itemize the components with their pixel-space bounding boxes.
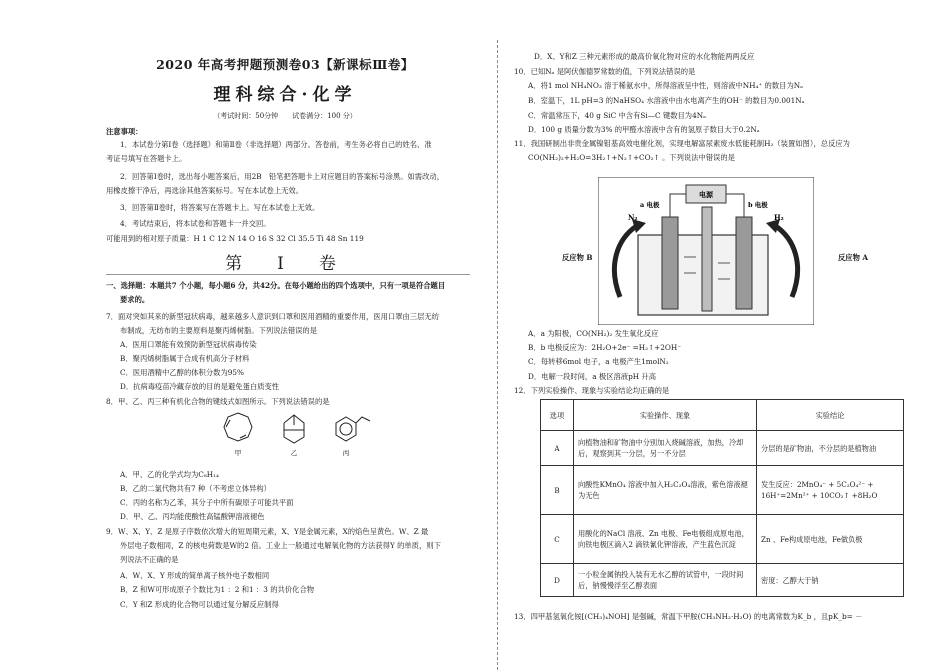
q9-option: B．Z 和W可形成原子个数比为1 ：2 和1 ：3 的共价化合物 <box>120 585 315 594</box>
q10-option: A．将1 mol NH₄NO₃ 溶于稀氨水中，所得溶液呈中性，则溶液中NH₄⁺ 的数目为Nₐ <box>528 81 803 90</box>
molecule-bing-icon <box>336 417 370 441</box>
molecule-jia-icon <box>224 413 252 441</box>
reactant-b-label: 反应物 B <box>562 253 593 262</box>
q11-stem: 11．我国研制出非贵金属镍钼基高效电催化剂，实现电解富尿素废水低能耗制H₂（装置如图），总反应为 <box>514 139 850 148</box>
q8-option: C．丙的名称为乙苯，其分子中所有碳原子可能共平面 <box>120 498 294 507</box>
q9-stem: 外层电子数相同，Z 的核电荷数是W的2 倍。工业上一般通过电解氧化物的方法获得Y 的单质，则下 <box>120 541 441 550</box>
electrode-b-label: b 电极 <box>748 201 768 209</box>
electrode-a-label: a 电极 <box>640 201 660 209</box>
table-cell-option: D <box>541 564 574 597</box>
notice-line: 用橡皮擦干净后，再选涂其他答案标号。写在本试卷上无效。 <box>106 186 304 195</box>
q9-option: A．W、X、Y 形成的简单离子核外电子数相同 <box>120 571 270 580</box>
q11-option: C．每转移6mol 电子，a 电极产生1molN₂ <box>528 357 669 366</box>
q7-option: A．医用口罩能有效预防新型冠状病毒传染 <box>120 340 257 349</box>
q11-electrolysis-diagram <box>598 177 814 325</box>
table-cell-conclusion: Zn 、Fe构成原电池，Fe做负极 <box>757 515 904 564</box>
q9-option: C．Y 和Z 形成的化合物可以通过复分解反应制得 <box>120 600 279 609</box>
q8-option: B．乙的二氯代物共有7 种（不考虑立体异构） <box>120 484 271 493</box>
q11-stem: CO(NH₂)₂+H₂O=3H₂↑+N₂↑+CO₂↑ 。下列说法中错误的是 <box>528 153 735 162</box>
electrode-a <box>662 217 678 309</box>
part1-intro: 要求的。 <box>120 295 150 304</box>
q8-molecule-figure <box>210 409 380 459</box>
q11-option: B．b 电极反应为：2H₂O+2e⁻ =H₂↑+2OH⁻ <box>528 343 682 352</box>
q13-stem: 13．四甲基氢氧化铵[(CH₃)₄NOH] 是强碱，常温下甲胺(CH₃NH₂·H₂O) 的电离常数为K_b ，且pK_b= － <box>514 612 863 621</box>
part1-intro: 一、选择题：本题共7 个小题，每小题6 分，共42分。在每小题给出的四个选项中，只有一项是符合题目 <box>106 281 446 290</box>
q10-stem: 10．已知Nₐ 是阿伏伽德罗常数的值，下列说法错误的是 <box>514 67 696 76</box>
section-title: 第 Ⅰ 卷 <box>225 254 345 274</box>
atomic-masses: 可能用到的相对原子质量：H 1 C 12 N 14 O 16 S 32 Cl 35.5 Ti 48 Sn 119 <box>106 234 364 243</box>
notice-line: 1．本试卷分第Ⅰ卷（选择题）和第Ⅱ卷（非选择题）两部分。答卷前，考生务必将自己的姓名、准 <box>120 140 432 149</box>
reactant-a-label: 反应物 A <box>838 253 869 262</box>
notice-line: 4．考试结束后，将本试卷和答题卡一并交回。 <box>120 219 271 228</box>
q9-option: D．X、Y和Z 三种元素形成的最高价氧化物对应的水化物能两两反应 <box>534 52 755 61</box>
table-row <box>541 431 904 466</box>
q12-table <box>540 399 904 597</box>
power-label: 电源 <box>699 190 713 199</box>
table-cell-conclusion: 发生反应：2MnO₄⁻ + 5C₂O₄²⁻ + 16H⁺=2Mn²⁺ + 10CO₂↑ +8H₂O <box>757 466 904 515</box>
exam-info: （考试时间：50分钟 试卷满分：100 分） <box>213 112 357 120</box>
table-cell-option: C <box>541 515 574 564</box>
q8-option: A．甲、乙的化学式均为C₈H₁₄ <box>120 470 219 479</box>
q7-stem: 布制成，无纺布的主要原料是聚丙烯树脂。下列说法错误的是 <box>120 326 318 335</box>
q7-option: C．医用酒精中乙醇的体积分数为95% <box>120 368 244 377</box>
q12-stem: 12．下列实验操作、现象与实验结论均正确的是 <box>514 386 670 395</box>
molecule-label-jia: 甲 <box>234 449 242 457</box>
gas-left-label: N₂ <box>628 213 638 222</box>
q9-stem: 9．W、X、Y、Z 是原子序数依次增大的短周期元素，X、Y是金属元素，X的焰色呈黄色。W、Z 最 <box>106 527 429 536</box>
q7-stem: 7．面对突如其来的新型冠状病毒，越来越多人意识到口罩和医用酒精的重要作用，医用口罩由三层无纺 <box>106 312 439 321</box>
table-header-row <box>541 400 904 431</box>
notice-line: 3．回答第Ⅱ卷时，将答案写在答题卡上。写在本试卷上无效。 <box>120 203 320 212</box>
table-cell-operation: 向植物油和矿物油中分别加入烧碱溶液，加热，冷却后，观察到其一分层，另一不分层 <box>574 431 757 466</box>
exam-subtitle: 理科综合·化学 <box>213 85 357 105</box>
q11-option: D．电解一段时间，a 极区溶液pH 升高 <box>528 372 657 381</box>
q7-option: B．聚丙烯树脂属于合成有机高分子材料 <box>120 354 250 363</box>
notice-line: 2．回答第Ⅰ卷时，选出每小题答案后，用2B 铅笔把答题卡上对应题目的答案标号涂黑。如需改动， <box>120 172 444 181</box>
q7-option: D．抗病毒疫苗冷藏存放的目的是避免蛋白质变性 <box>120 382 280 391</box>
q9-stem: 列说法不正确的是 <box>120 555 179 564</box>
section-divider <box>106 274 470 275</box>
gas-right-label: H₂ <box>774 213 784 222</box>
table-cell-conclusion: 密度：乙醇大于钠 <box>757 564 904 597</box>
q10-option: D．100 g 质量分数为3% 的甲醛水溶液中含有的氢原子数目大于0.2Nₐ <box>528 125 760 134</box>
electrode-b <box>736 217 752 309</box>
table-header: 实验操作、现象 <box>574 400 757 431</box>
table-cell-operation: 一小粒金属钠投入装有无水乙醇的试管中，一段时间后，钠慢慢浮至乙醇表面 <box>574 564 757 597</box>
table-cell-operation: 用酸化的NaCl 溶液、Zn 电极、Fe电极组成原电池，向铁电极区滴入2 滴铁氰化钾溶液，产生蓝色沉淀 <box>574 515 757 564</box>
table-cell-conclusion: 分层的是矿物油，不分层的是植物油 <box>757 431 904 466</box>
molecule-label-bing: 丙 <box>342 449 350 457</box>
molecule-yi-icon <box>284 415 304 443</box>
table-row <box>541 466 904 515</box>
table-header: 选项 <box>541 400 574 431</box>
q10-option: B．室温下，1L pH=3 的NaHSO₄ 水溶液中由水电离产生的OH⁻ 的数目为0.001Nₐ <box>528 96 805 105</box>
exam-title: 2020 年高考押题预测卷03【新课标Ⅲ卷】 <box>156 57 414 72</box>
q10-option: C．常温常压下，40 g SiC 中含有Si—C 键数目为4Nₐ <box>528 111 706 120</box>
table-header: 实验结论 <box>757 400 904 431</box>
table-cell-operation: 向酸性KMnO₄ 溶液中加入H₂C₂O₄溶液，紫色溶液褪为无色 <box>574 466 757 515</box>
notice-line: 考证号填写在答题卡上。 <box>106 154 187 163</box>
molecule-label-yi: 乙 <box>290 449 298 457</box>
table-row <box>541 515 904 564</box>
table-row <box>541 564 904 597</box>
table-cell-option: A <box>541 431 574 466</box>
column-divider <box>497 40 498 670</box>
q8-option: D．甲、乙、丙均能使酸性高锰酸钾溶液褪色 <box>120 512 265 521</box>
q11-option: A．a 为阳极，CO(NH₂)₂ 发生氧化反应 <box>528 329 659 338</box>
membrane <box>702 207 712 311</box>
q8-stem: 8．甲、乙、丙三种有机化合物的键线式如图所示。下列说法错误的是 <box>106 397 330 406</box>
table-cell-option: B <box>541 466 574 515</box>
notice-heading: 注意事项： <box>106 127 143 136</box>
